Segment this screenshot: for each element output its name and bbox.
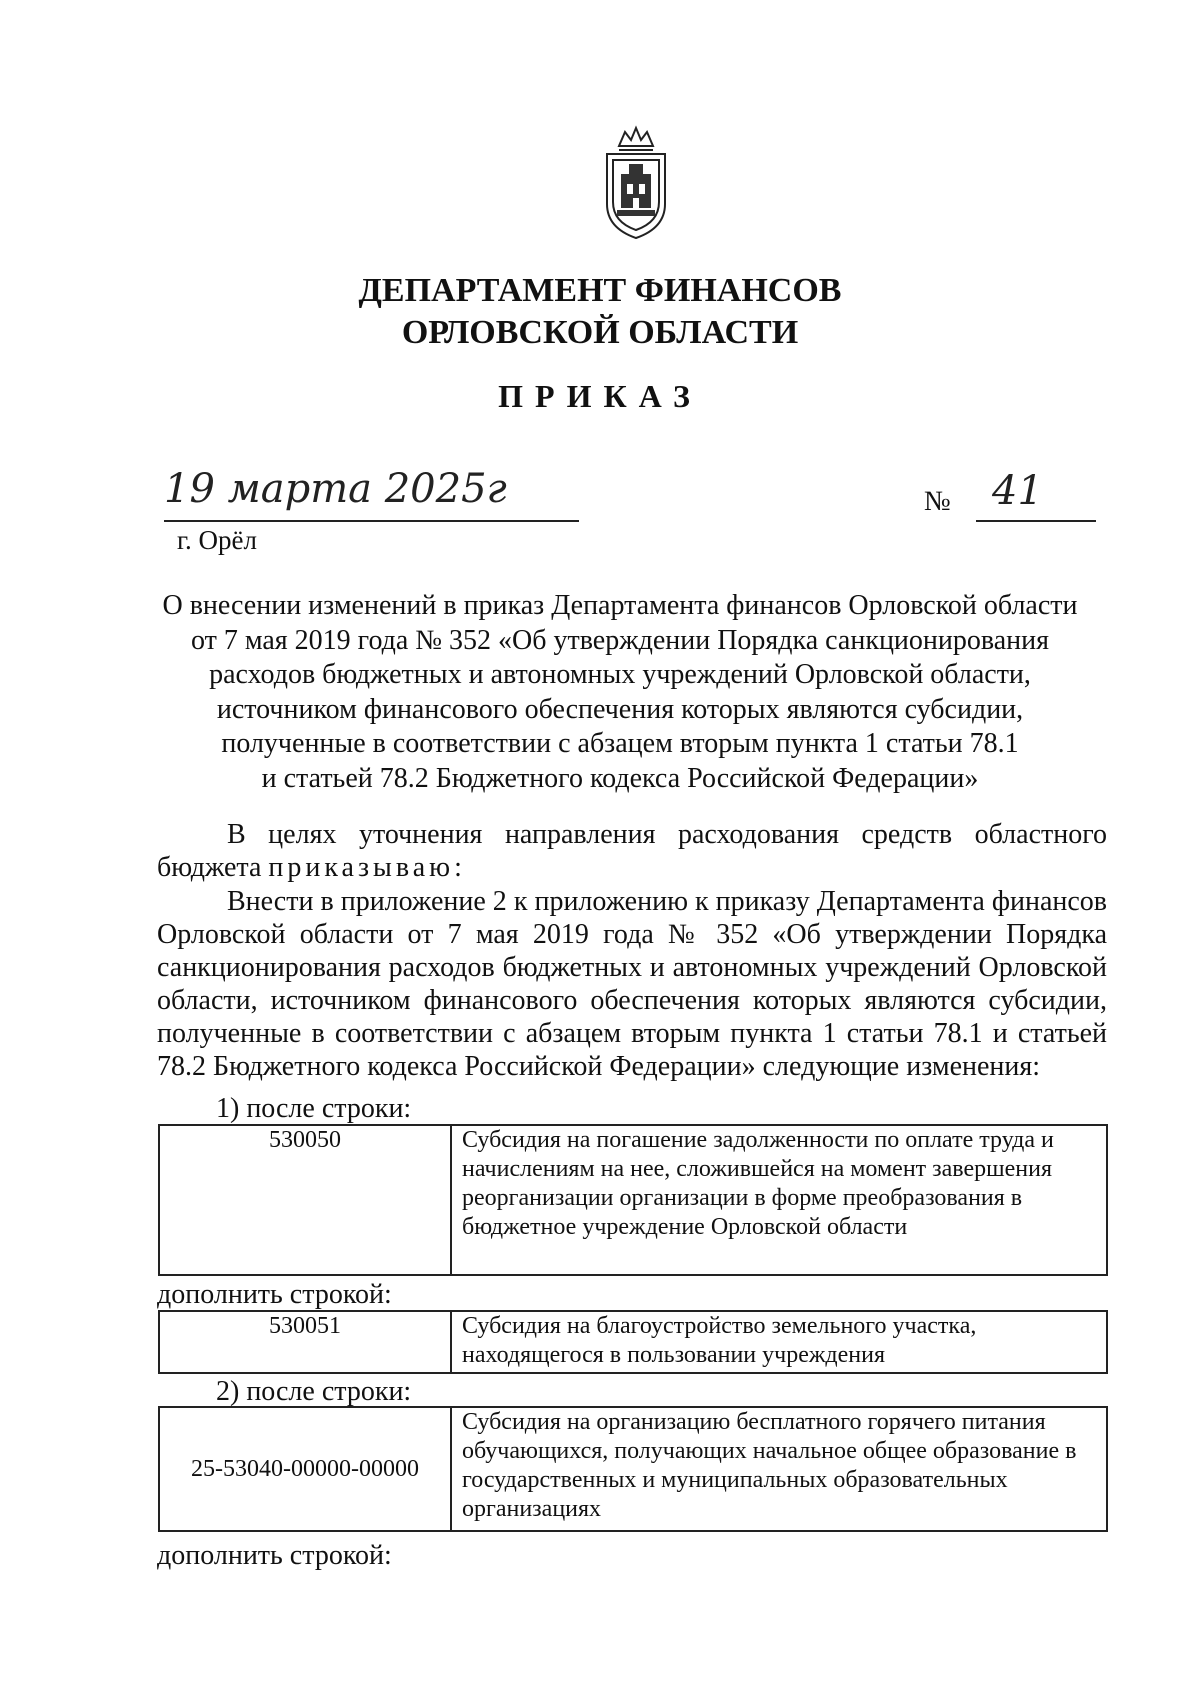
subsidy-name-cell: Субсидия на погашение задолженности по оплате труда и начислениям на нее, сложившейся на момент завершения реорганизации организации в форме преобразования в бюджетное учреждение Орловской области <box>451 1125 1107 1275</box>
number-underline <box>976 520 1096 522</box>
order-date-handwritten: 19 марта 2025г <box>164 466 507 512</box>
paragraph-purpose-text: В целях уточнения направления расходования средств областного бюджета <box>157 819 1107 883</box>
subject-line: О внесении изменений в приказ Департамента финансов Орловской области <box>162 590 1078 621</box>
date-underline <box>164 520 579 522</box>
order-number-handwritten: 41 <box>992 468 1043 514</box>
subject-line: от 7 мая 2019 года № 352 «Об утверждении Порядка санкционирования <box>190 624 1050 656</box>
city-name: г. Орёл <box>177 525 257 555</box>
subsidy-name-cell: Субсидия на благоустройство земельного участка, находящегося в пользовании учреждения <box>451 1311 1107 1373</box>
budget-code-cell: 530050 <box>159 1125 451 1275</box>
number-sign: № <box>924 486 951 517</box>
table-row <box>159 1311 1107 1373</box>
table-row <box>159 1407 1107 1531</box>
item-2-after-table <box>158 1406 1108 1532</box>
budget-code-cell: 530051 <box>159 1311 451 1373</box>
paragraph-purpose-colon: : <box>454 852 462 883</box>
order-verb: приказываю <box>268 852 455 883</box>
coat-of-arms-emblem <box>589 124 683 242</box>
subject-line: и статьей 78.2 Бюджетного кодекса Российской Федерации» <box>261 762 979 794</box>
item-1-add-label: дополнить строкой: <box>157 1279 392 1310</box>
department-title-line1: ДЕПАРТАМЕНТ ФИНАНСОВ <box>358 272 842 309</box>
item-2-after-label: 2) после строки: <box>216 1376 412 1407</box>
item-1-after-label: 1) после строки: <box>216 1093 412 1124</box>
paragraph-purpose <box>157 818 1107 884</box>
department-title <box>0 270 1200 354</box>
item-1-after-table <box>158 1124 1108 1276</box>
item-1-add-table <box>158 1310 1108 1374</box>
subject-line: источником финансового обеспечения которых являются субсидии, <box>216 693 1024 725</box>
paragraph-changes: Внести в приложение 2 к приложению к приказу Департамента финансов Орловской области от 7 мая 2019 года № 352 «Об утверждении Порядка санкционирования расходов бюджетных и автономных учреждений Орловской области, источником финансового обеспечения которых являются субсидии, полученные в соответствии с абзацем вторым пункта 1 статьи 78.1 и статьей 78.2 Бюджетного кодекса Российской Федерации» следующие изменения: <box>157 886 1107 1082</box>
order-subject <box>140 589 1100 796</box>
subject-line: полученные в соответствии с абзацем вторым пункта 1 статьи 78.1 <box>221 728 1019 759</box>
department-title-line2: ОРЛОВСКОЙ ОБЛАСТИ <box>401 314 799 351</box>
subject-line: расходов бюджетных и автономных учреждений Орловской области, <box>209 659 1031 690</box>
document-type-title: ПРИКАЗ <box>498 378 702 414</box>
item-2-add-label: дополнить строкой: <box>157 1540 392 1571</box>
table-row <box>159 1125 1107 1275</box>
subsidy-name-cell: Субсидия на организацию бесплатного горячего питания обучающихся, получающих начальное общее образование в государственных и муниципальных образовательных организациях <box>451 1407 1107 1531</box>
budget-code-cell: 25-53040-00000-00000 <box>159 1407 451 1531</box>
